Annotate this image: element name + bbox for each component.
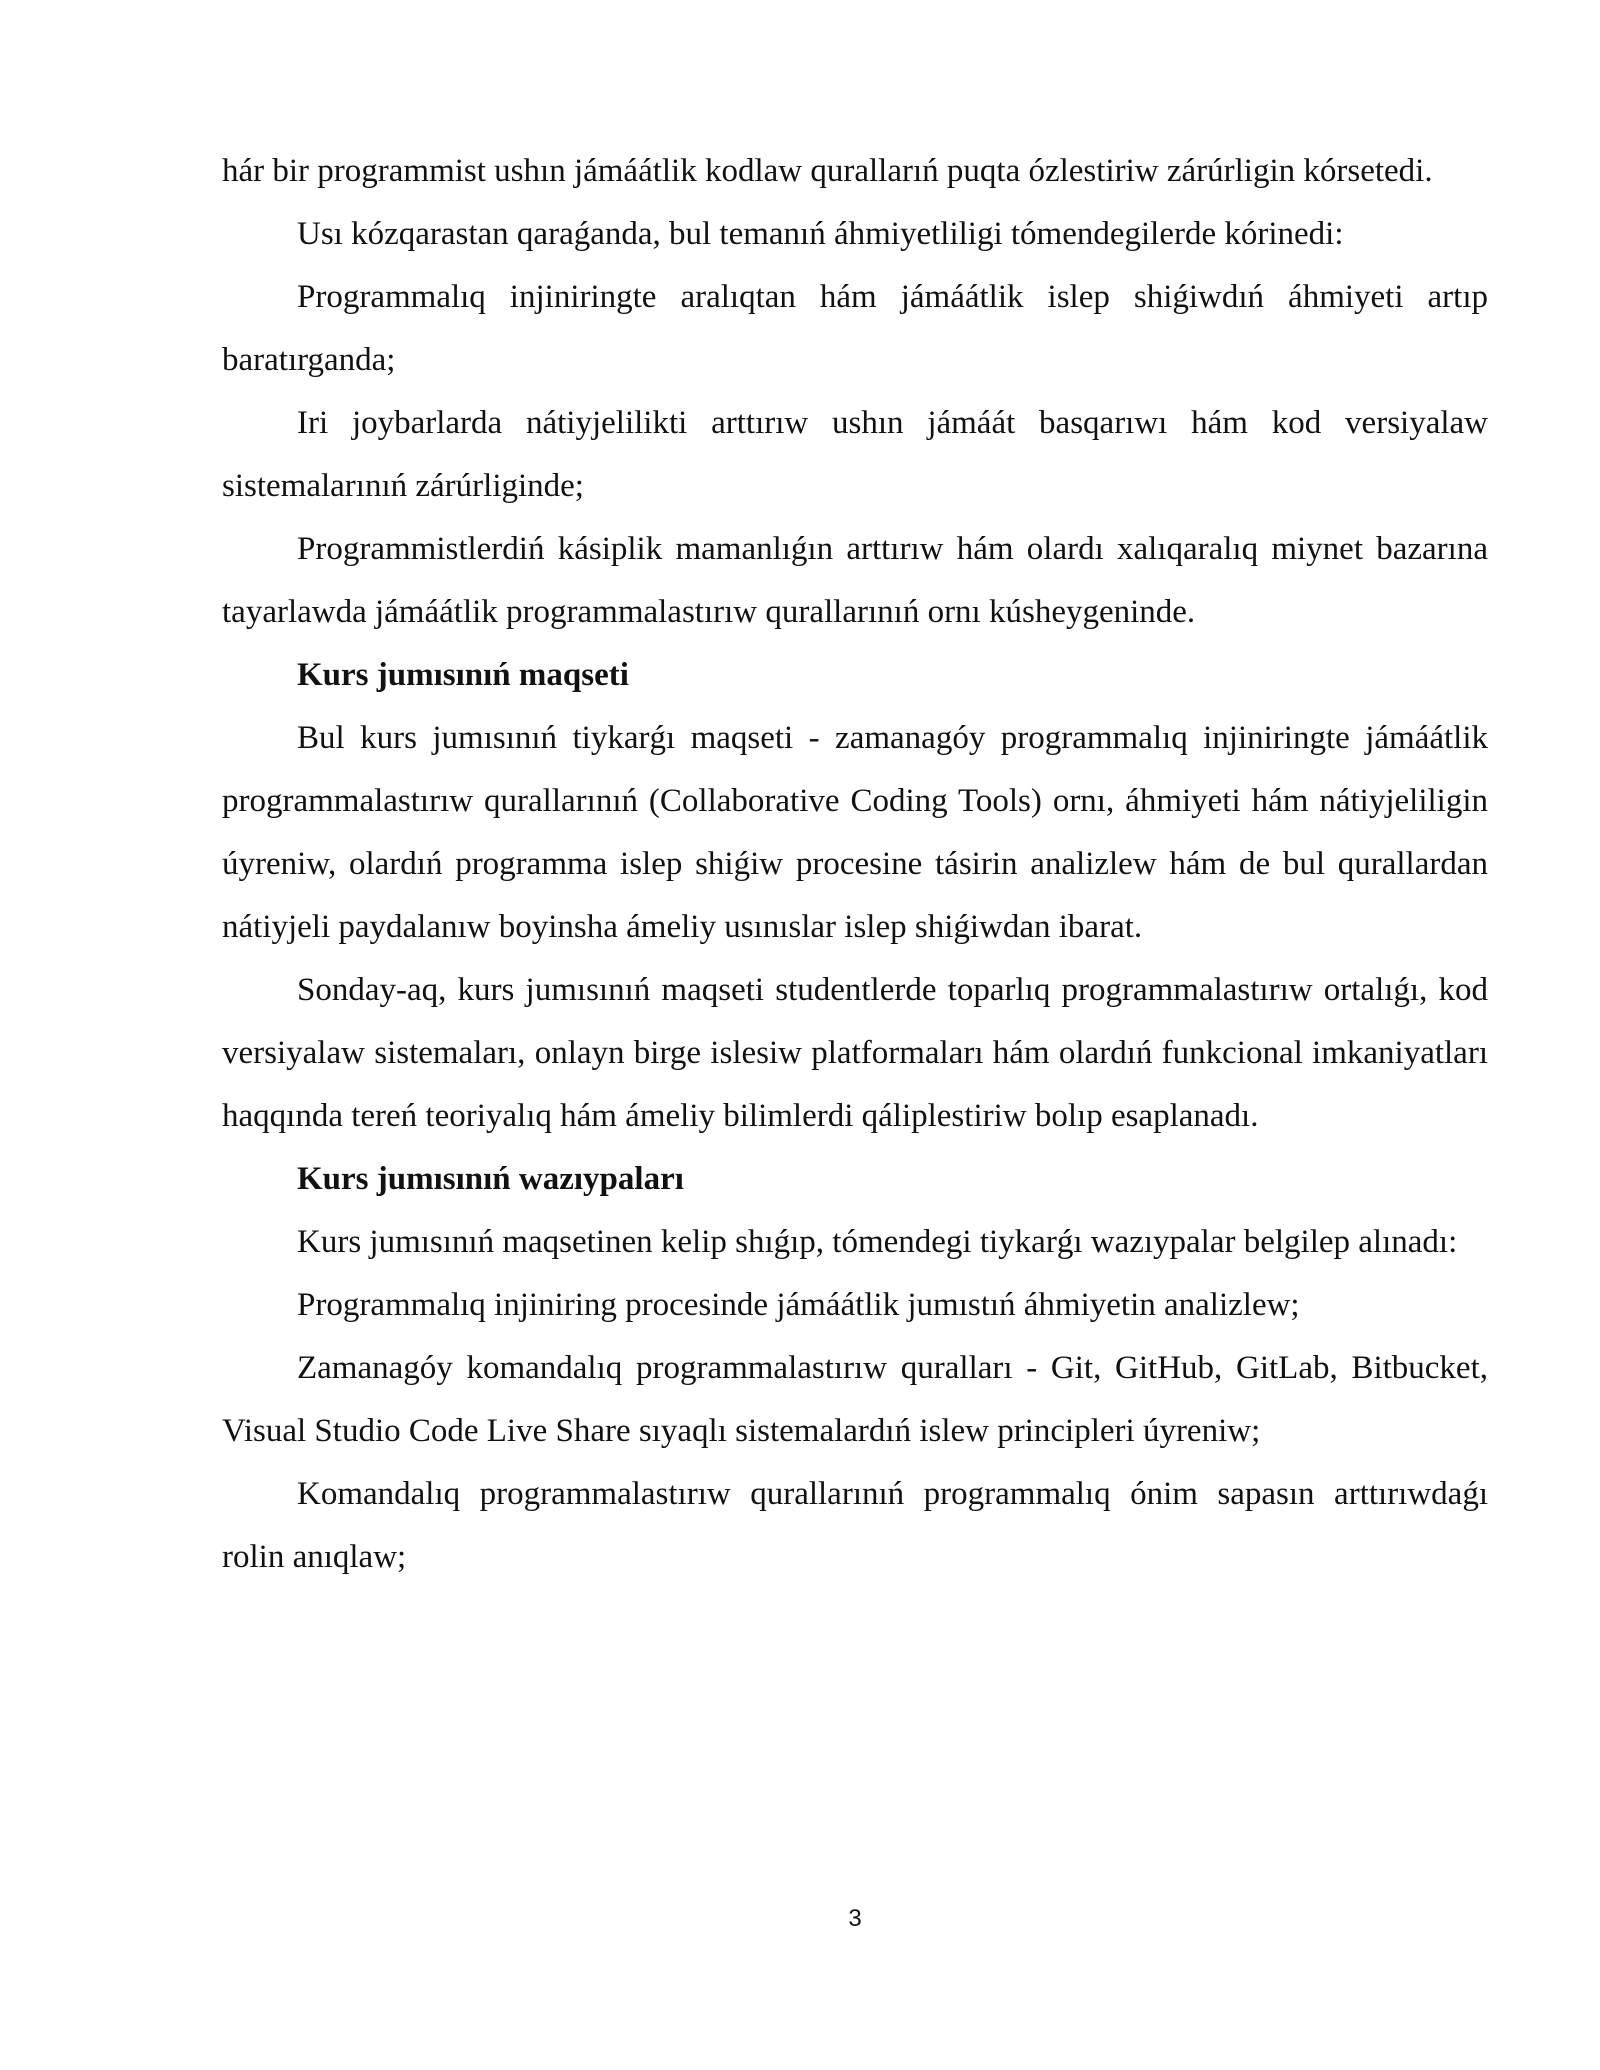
paragraph-relevance-item-2: Iri joybarlarda nátiyjelilikti arttırıw ushın jámáát basqarıwı hám kod versiyalaw sistemalarınıń zárúrliginde; — [222, 405, 1488, 504]
paragraph-goal-main: Bul kurs jumısınıń tiykarǵı maqseti - zamanagóy programmalıq injiniringte jámáátlik programmalastırıw qurallarınıń (Collaborative Coding Tools) ornı, áhmiyeti hám nátiyjeliligin úyreniw, olardıń programma islep shiǵiw procesine tásirin analizlew hám de bul qurallardan nátiyjeli paydalanıw boyinsha ámeliy usınıslar islep shiǵiwdan ibarat. — [222, 720, 1488, 945]
page-number: 3 — [848, 1905, 862, 1932]
section-heading-tasks: Kurs jumısınıń wazıypaları — [297, 1161, 684, 1197]
page-body — [222, 140, 1488, 1589]
paragraph-relevance-item-3: Programmistlerdiń kásiplik mamanlıǵın arttırıw hám olardı xalıqaralıq miynet bazarına tayarlawda jámáátlik programmalastırıw qurallarınıń ornı kúsheygeninde. — [222, 531, 1488, 630]
paragraph-continuation: hár bir programmist ushın jámáátlik kodlaw qurallarıń puqta ózlestiriw zárúrligin kórsetedi. — [222, 153, 1433, 189]
section-heading-goal: Kurs jumısınıń maqseti — [297, 657, 629, 693]
paragraph-task-1: Programmalıq injiniring procesinde jámáátlik jumıstıń áhmiyetin analizlew; — [297, 1287, 1300, 1323]
paragraph-relevance-intro: Usı kózqarastan qaraǵanda, bul temanıń áhmiyetliligi tómendegilerde kórinedi: — [297, 216, 1344, 252]
paragraph-tasks-intro: Kurs jumısınıń maqsetinen kelip shıǵıp, tómendegi tiykarǵı wazıypalar belgilep alınadı: — [297, 1224, 1458, 1260]
paragraph-task-2: Zamanagóy komandalıq programmalastırıw quralları - Git, GitHub, GitLab, Bitbucket, Visual Studio Code Live Share sıyaqlı sistemalardıń islew principleri úyreniw; — [222, 1350, 1488, 1449]
paragraph-relevance-item-1: Programmalıq injiniringte aralıqtan hám jámáátlik islep shiǵiwdıń áhmiyeti artıp baratırganda; — [222, 279, 1488, 378]
paragraph-task-3: Komandalıq programmalastırıw qurallarınıń programmalıq ónim sapasın arttırıwdaǵı rolin anıqlaw; — [222, 1476, 1488, 1575]
paragraph-goal-extra: Sonday-aq, kurs jumısınıń maqseti studentlerde toparlıq programmalastırıw ortalıǵı, kod versiyalaw sistemaları, onlayn birge islesiw platformaları hám olardıń funkcional imkaniyatları haqqında tereń teoriyalıq hám ámeliy bilimlerdi qáliplestiriw bolıp esaplanadı. — [222, 972, 1488, 1134]
